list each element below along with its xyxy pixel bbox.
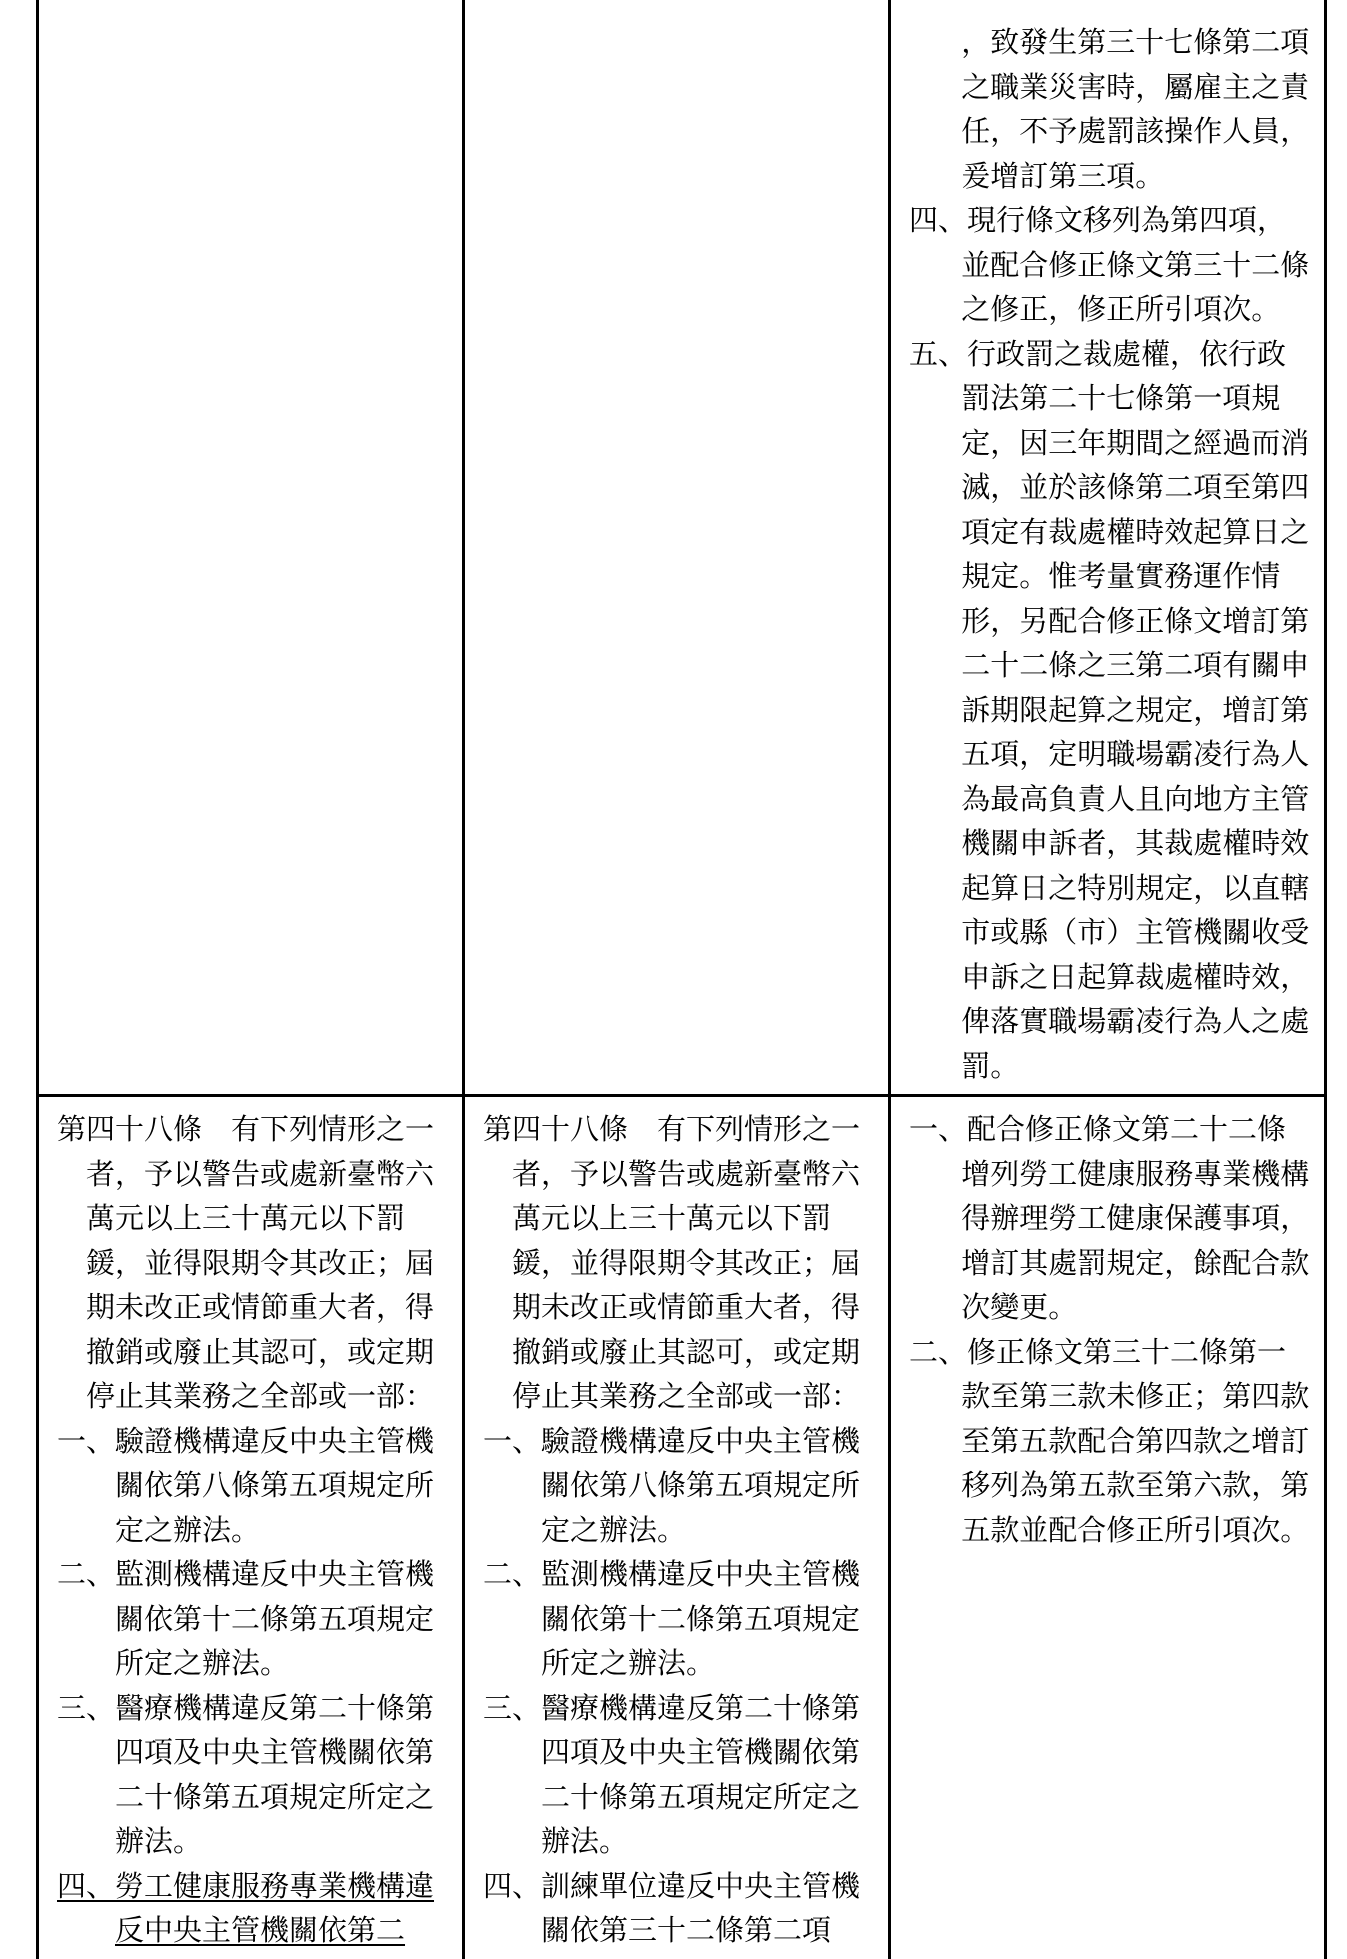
table-row-article-48 (38, 1096, 1326, 1959)
amended-item-3: 三、醫療機構違反第二十條第四項及中央主管機關依第二十條第五項規定所定之辦法。 (57, 1690, 435, 1858)
amended-item-4-underlined: 四、勞工健康服務專業機構違反中央主管機關依第二 (57, 1868, 435, 1947)
table-row-prev-article (38, 0, 1326, 1096)
current-article-body: 者，予以警告或處新臺幣六萬元以上三十萬元以下罰鍰，並得限期令其改正；屆期未改正或情節重大者，得撤銷或廢止其認可，或定期停止其業務之全部或一部： (512, 1156, 861, 1413)
amended-item-1: 一、驗證機構違反中央主管機關依第八條第五項規定所定之辦法。 (57, 1423, 435, 1547)
note-continuation: ，致發生第三十七條第二項之職業災害時，屬雇主之責任，不予處罰該操作人員，爰增訂第三項。 (961, 25, 1310, 193)
amended-article-heading: 第四十八條 有下列情形之一 (57, 1112, 435, 1146)
current-text-cell-empty (464, 0, 890, 1096)
amended-article-body: 者，予以警告或處新臺幣六萬元以上三十萬元以下罰鍰，並得限期令其改正；屆期未改正或情節重大者，得撤銷或廢止其認可，或定期停止其業務之全部或一部： (86, 1156, 435, 1413)
amended-item-2: 二、監測機構違反中央主管機關依第十二條第五項規定所定之辦法。 (57, 1557, 435, 1680)
current-item-4: 四、訓練單位違反中央主管機關依第三十二條第二項 (483, 1868, 861, 1947)
current-text-cell (464, 1096, 890, 1959)
note-item-4: 四、現行條文移列為第四項，並配合修正條文第三十二條之修正，修正所引項次。 (909, 203, 1310, 326)
comparison-table (36, 0, 1327, 1959)
amended-item-4 (57, 1864, 452, 1953)
current-item-2: 二、監測機構違反中央主管機關依第十二條第五項規定所定之辦法。 (483, 1557, 861, 1680)
current-item-3: 三、醫療機構違反第二十條第四項及中央主管機關依第二十條第五項規定所定之辦法。 (483, 1690, 861, 1858)
explanation-cell (890, 1096, 1326, 1959)
note-item-5: 五、行政罰之裁處權，依行政罰法第二十七條第一項規定，因三年期間之經過而消滅，並於該條第二項至第四項定有裁處權時效起算日之規定。惟考量實務運作情形，另配合修正條文增訂第二十二條之三第二項有關申訴期限起算之規定，增訂第五項，定明職場霸凌行為人為最高負責人且向地方主管機關申訴者，其裁處權時效起算日之特別規定，以直轄市或縣（市）主管機關收受申訴之日起算裁處權時效，俾落實職場霸凌行為人之處罰。 (909, 336, 1310, 1083)
current-item-1: 一、驗證機構違反中央主管機關依第八條第五項規定所定之辦法。 (483, 1423, 861, 1547)
amended-text-cell (38, 1096, 464, 1959)
current-article-heading: 第四十八條 有下列情形之一 (483, 1112, 861, 1146)
amended-text-cell-empty (38, 0, 464, 1096)
note-item-2: 二、修正條文第三十二條第一款至第三款未修正；第四款至第五款配合第四款之增訂移列為第五款至第六款，第五款並配合修正所引項次。 (909, 1334, 1310, 1547)
note-item-1: 一、配合修正條文第二十二條增列勞工健康服務專業機構得辦理勞工健康保護事項，增訂其處罰規定，餘配合款次變更。 (909, 1112, 1310, 1324)
explanation-cell-prev (890, 0, 1326, 1096)
